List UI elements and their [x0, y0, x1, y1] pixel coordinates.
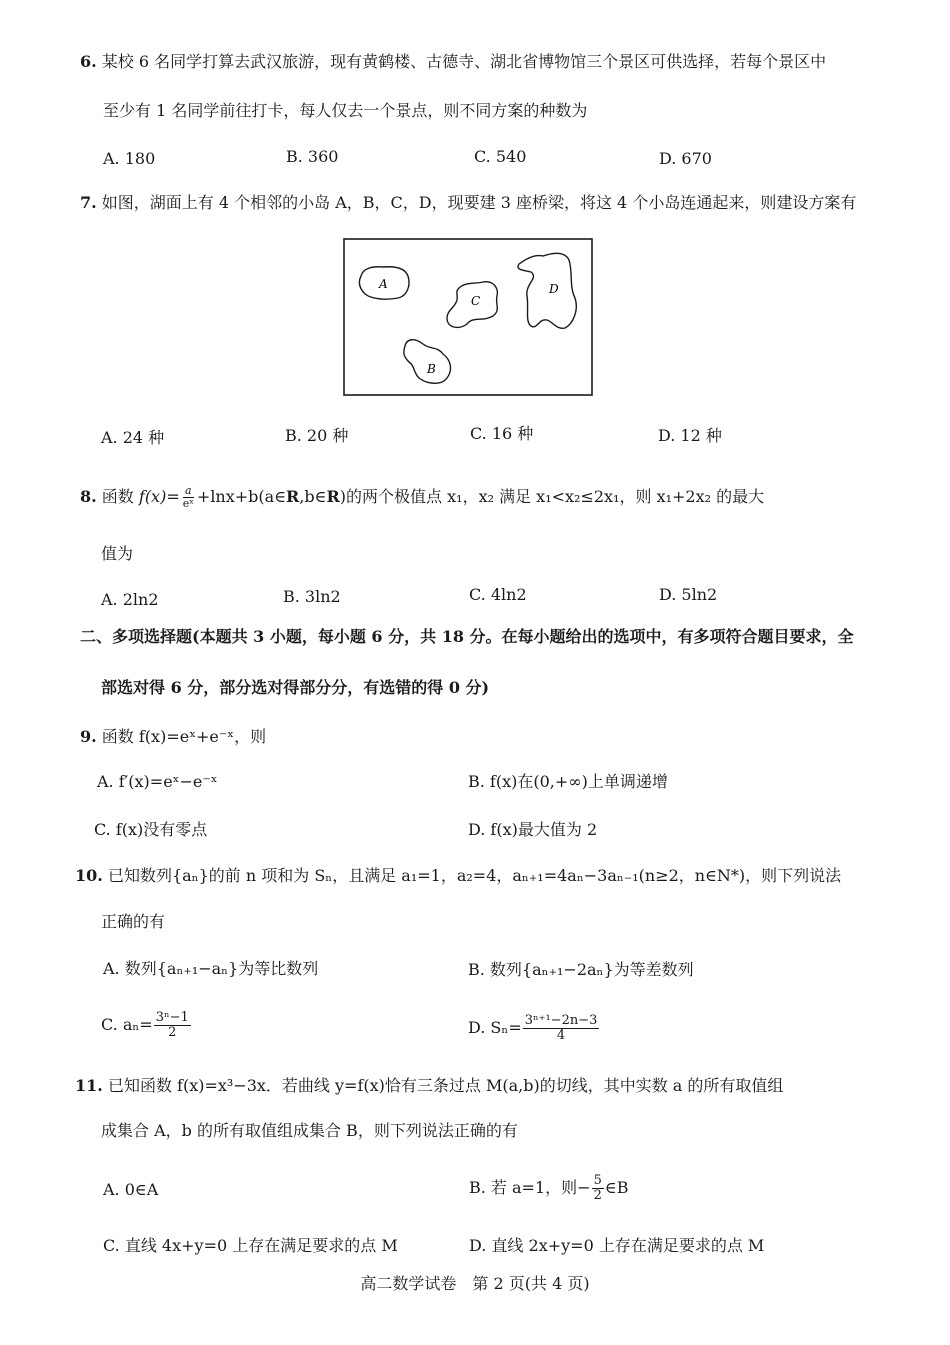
q10-option-c: [101, 1008, 192, 1042]
q8-fraction: [181, 485, 196, 510]
q7-option-a: A. 24 种: [101, 428, 165, 447]
q11-option-b: [469, 1170, 628, 1206]
q10-c-num: 3ⁿ−1: [155, 1010, 189, 1025]
q7-number: 7.: [80, 193, 97, 212]
q10-option-d-fraction: [523, 1014, 600, 1043]
q6-option-b: B. 360: [286, 147, 339, 166]
q9-line1: [80, 727, 266, 747]
q8-fx: f(x)=: [138, 487, 180, 506]
q10-option-c-label: C. aₙ=: [101, 1015, 153, 1034]
q10-c-den: 2: [168, 1025, 177, 1040]
q10-number: 10.: [75, 866, 103, 885]
q8-stem-line2: 值为: [101, 544, 134, 563]
island-d-shape: [518, 253, 576, 328]
q9-stem: 函数 f(x)=eˣ+e⁻ˣ，则: [101, 727, 267, 746]
page-footer: 高二数学试卷 第 2 页(共 4 页): [360, 1274, 590, 1293]
q11-line1: [75, 1076, 783, 1096]
q9-option-b: B. f(x)在(0,+∞)上单调递增: [468, 772, 668, 791]
q11-number: 11.: [75, 1076, 103, 1095]
q6-stem-line2: 至少有 1 名同学前往打卡，每人仅去一个景点，则不同方案的种数为: [103, 101, 588, 120]
q7-stem-line1: 如图，湖面上有 4 个相邻的小岛 A，B，C，D，现要建 3 座桥梁，将这 4 个小岛连通起来，则建设方案有: [101, 193, 857, 212]
lake-border: [344, 239, 592, 395]
q8-option-c: C. 4ln2: [469, 585, 527, 604]
q8-number: 8.: [80, 487, 97, 506]
q6-option-c: C. 540: [474, 147, 527, 166]
island-c-label: C: [471, 294, 481, 308]
q8-stem-post: )的两个极值点 x₁，x₂ 满足 x₁<x₂≤2x₁，则 x₁+2x₂ 的最大: [339, 487, 765, 506]
q6-line1: [80, 52, 826, 72]
q9-number: 9.: [80, 727, 97, 746]
q8-option-a: A. 2ln2: [101, 590, 159, 609]
q11-stem-line1: 已知函数 f(x)=x³−3x．若曲线 y=f(x)恰有三条过点 M(a,b)的切线，其中实数 a 的所有取值组: [107, 1076, 784, 1095]
q11-option-b-post: ∈B: [604, 1178, 629, 1197]
q11-option-b-pre: B. 若 a=1，则−: [469, 1178, 591, 1197]
q10-line1: [75, 866, 841, 886]
q8-option-b: B. 3ln2: [283, 587, 341, 606]
q7-option-b: B. 20 种: [285, 426, 349, 445]
q8-frac-num: a: [185, 484, 192, 497]
q8-stem-mid: +lnx+b(a∈: [196, 487, 287, 506]
island-d-label: D: [549, 282, 559, 296]
q10-d-den: 4: [556, 1028, 566, 1043]
q7-option-d: D. 12 种: [658, 426, 722, 445]
q10-option-c-fraction: [154, 1011, 191, 1040]
island-b-label: B: [427, 362, 436, 376]
q8-set-r2: R: [326, 487, 340, 506]
section2-heading-line1: 二、多项选择题(本题共 3 小题，每小题 6 分，共 18 分。在每小题给出的选项中，有多项符合题目要求，全: [80, 627, 854, 646]
q6-number: 6.: [80, 52, 97, 71]
q9-option-a: A. f′(x)=eˣ−e⁻ˣ: [97, 772, 218, 791]
q6-option-d: D. 670: [659, 149, 712, 168]
q8-stem-mid2: ,b∈: [299, 487, 327, 506]
lake-islands-figure: [343, 238, 593, 396]
q11-option-c: C. 直线 4x+y=0 上存在满足要求的点 M: [103, 1236, 398, 1255]
q11-option-b-fraction: [592, 1174, 604, 1203]
q10-option-b: B. 数列{aₙ₊₁−2aₙ}为等差数列: [468, 960, 694, 979]
q8-option-d: D. 5ln2: [659, 585, 718, 604]
q8-stem-pre: 函数: [101, 487, 139, 506]
q10-option-d: [468, 1011, 600, 1045]
q6-stem-line1: 某校 6 名同学打算去武汉旅游，现有黄鹤楼、古德寺、湖北省博物馆三个景区可供选择，若每个景区中: [101, 52, 827, 71]
q8-set-r1: R: [286, 487, 300, 506]
q10-stem-line1: 已知数列{aₙ}的前 n 项和为 Sₙ，且满足 a₁=1，a₂=4，aₙ₊₁=4aₙ−3aₙ₋₁(n≥2，n∈N*)，则下列说法: [107, 866, 842, 885]
q8-frac-den: eˣ: [182, 497, 194, 510]
q11-stem-line2: 成集合 A，b 的所有取值组成集合 B，则下列说法正确的有: [101, 1121, 518, 1140]
q10-option-a: A. 数列{aₙ₊₁−aₙ}为等比数列: [103, 959, 319, 978]
section2-heading-line2: 部选对得 6 分，部分选对得部分分，有选错的得 0 分): [101, 678, 490, 697]
q10-d-num: 3ⁿ⁺¹−2n−3: [524, 1013, 598, 1028]
q7-option-c: C. 16 种: [470, 424, 534, 443]
q11-b-den: 2: [593, 1188, 602, 1203]
q11-b-num: 5: [593, 1173, 602, 1188]
q11-option-d: D. 直线 2x+y=0 上存在满足要求的点 M: [469, 1236, 765, 1255]
q6-option-a: A. 180: [103, 149, 156, 168]
q9-option-c: C. f(x)没有零点: [94, 820, 208, 839]
q11-option-a: A. 0∈A: [103, 1180, 159, 1199]
q7-line1: [80, 193, 856, 213]
q10-stem-line2: 正确的有: [101, 912, 166, 931]
q9-option-d: D. f(x)最大值为 2: [468, 820, 598, 839]
island-a-label: A: [379, 277, 388, 291]
q8-line1: [80, 482, 764, 512]
q10-option-d-label: D. Sₙ=: [468, 1018, 522, 1037]
